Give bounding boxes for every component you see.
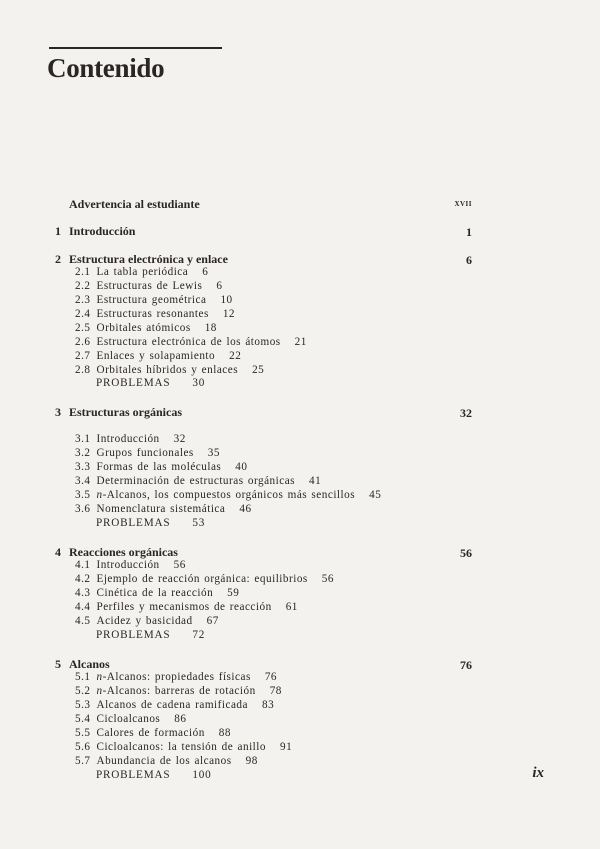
section-number: 4.5 (75, 615, 91, 627)
section-page: 41 (309, 475, 322, 487)
section-page: 88 (218, 727, 231, 739)
section-entry (75, 266, 208, 278)
chapter-title: Estructuras orgánicas (69, 405, 182, 419)
section-page: 86 (174, 713, 187, 725)
section-entry (75, 685, 282, 697)
chapter-title: Alcanos (69, 657, 110, 671)
section-page: 18 (204, 322, 217, 334)
section-title: Abundancia de los alcanos (96, 755, 232, 767)
chapter-page: 1 (466, 225, 472, 239)
chapter-number: 1 (55, 224, 61, 238)
section-number: 3.3 (75, 461, 91, 473)
section-number: 3.5 (75, 489, 91, 501)
section-entry (75, 727, 231, 739)
problems-page: 53 (192, 517, 206, 529)
section-page: 76 (264, 671, 277, 683)
section-page: 6 (216, 280, 223, 292)
problems-label: PROBLEMAS (96, 517, 171, 529)
section-number: 5.7 (75, 755, 91, 767)
preface-title: Advertencia al estudiante (69, 197, 200, 211)
section-number: 2.3 (75, 294, 91, 306)
section-number: 2.4 (75, 308, 91, 320)
section-entry (75, 503, 252, 515)
section-entry (75, 475, 321, 487)
problems-label: PROBLEMAS (96, 377, 171, 389)
section-number: 3.6 (75, 503, 91, 515)
section-title: Formas de las moléculas (96, 461, 222, 473)
chapter-entry (55, 545, 178, 560)
problems-page: 72 (192, 629, 206, 641)
title-rule (49, 47, 222, 49)
section-entry (75, 573, 334, 585)
section-entry (75, 280, 222, 292)
section-entry (75, 671, 277, 683)
section-page: 12 (222, 308, 236, 320)
section-page: 35 (207, 447, 220, 459)
chapter-entry (55, 252, 228, 267)
chapter-page: 56 (460, 546, 472, 560)
section-title: Alcanos de cadena ramificada (96, 699, 248, 711)
section-entry (75, 713, 186, 725)
section-page: 22 (229, 350, 242, 362)
section-entry (75, 364, 264, 376)
section-number: 2.5 (75, 322, 91, 334)
chapter-number: 5 (55, 657, 61, 671)
section-italic-prefix: n (96, 489, 103, 501)
problems-entry (96, 629, 205, 641)
section-title: Calores de formación (96, 727, 205, 739)
chapter-entry (55, 405, 182, 420)
section-page: 21 (294, 336, 307, 348)
section-title: -Alcanos, los compuestos orgánicos más sencillos (102, 489, 356, 501)
section-title: Cinética de la reacción (96, 587, 214, 599)
chapter-number: 4 (55, 545, 61, 559)
chapter-title: Reacciones orgánicas (69, 545, 178, 559)
page-title: Contenido (47, 53, 165, 83)
chapter-page: 32 (460, 406, 472, 420)
section-number: 5.3 (75, 699, 91, 711)
section-title: Estructura electrónica de los átomos (96, 336, 281, 348)
section-entry (75, 350, 241, 362)
section-title: -Alcanos: barreras de rotación (102, 685, 256, 697)
chapter-number: 3 (55, 405, 61, 419)
section-page: 6 (202, 266, 209, 278)
section-entry (75, 308, 235, 320)
section-title: Orbitales híbridos y enlaces (96, 364, 239, 376)
section-number: 3.2 (75, 447, 91, 459)
section-title: Introducción (96, 559, 160, 571)
section-title: Grupos funcionales (96, 447, 194, 459)
section-page: 40 (235, 461, 248, 473)
section-page: 32 (173, 433, 186, 445)
section-page: 10 (220, 294, 233, 306)
section-number: 5.4 (75, 713, 91, 725)
section-entry (75, 489, 381, 501)
section-entry (75, 615, 219, 627)
section-page: 67 (206, 615, 219, 627)
section-page: 98 (245, 755, 258, 767)
section-entry (75, 587, 239, 599)
chapter-number: 2 (55, 252, 61, 266)
problems-entry (96, 517, 205, 529)
section-page: 83 (261, 699, 275, 711)
chapter-title: Introducción (69, 224, 136, 238)
section-title: Determinación de estructuras orgánicas (96, 475, 296, 487)
section-page: 45 (369, 489, 382, 501)
problems-entry (96, 377, 205, 389)
section-title: Estructuras de Lewis (96, 280, 203, 292)
section-title: Introducción (96, 433, 160, 445)
section-entry (75, 322, 217, 334)
section-number: 5.2 (75, 685, 91, 697)
section-number: 4.2 (75, 573, 91, 585)
section-title: La tabla periódica (96, 266, 189, 278)
section-page: 56 (173, 559, 186, 571)
section-number: 3.1 (75, 433, 91, 445)
section-page: 25 (252, 364, 265, 376)
section-entry (75, 447, 220, 459)
section-title: Cicloalcanos (96, 713, 161, 725)
section-page: 61 (285, 601, 298, 613)
chapter-title: Estructura electrónica y enlace (69, 252, 228, 266)
section-title: Nomenclatura sistemática (96, 503, 226, 515)
section-title: Cicloalcanos: la tensión de anillo (96, 741, 266, 753)
page-folio: ix (532, 765, 544, 781)
preface-page: xvii (454, 198, 472, 209)
chapter-page: 76 (460, 658, 472, 672)
section-entry (75, 336, 307, 348)
section-number: 4.3 (75, 587, 91, 599)
section-number: 2.6 (75, 336, 91, 348)
section-italic-prefix: n (96, 685, 103, 697)
chapter-page: 6 (466, 253, 472, 267)
preface-entry (69, 197, 200, 212)
problems-label: PROBLEMAS (96, 629, 171, 641)
section-number: 2.8 (75, 364, 91, 376)
problems-entry (96, 769, 212, 781)
chapter-entry (55, 657, 110, 672)
section-entry (75, 741, 292, 753)
section-number: 4.1 (75, 559, 91, 571)
section-title: Perfiles y mecanismos de reacción (96, 601, 272, 613)
section-number: 3.4 (75, 475, 91, 487)
section-page: 59 (227, 587, 240, 599)
section-number: 2.1 (75, 266, 91, 278)
section-number: 4.4 (75, 601, 91, 613)
section-number: 5.5 (75, 727, 91, 739)
section-entry (75, 433, 186, 445)
section-title: Acidez y basicidad (96, 615, 193, 627)
section-title: Orbitales atómicos (96, 322, 191, 334)
section-page: 91 (280, 741, 293, 753)
section-number: 5.6 (75, 741, 91, 753)
section-title: Ejemplo de reacción orgánica: equilibrios (96, 573, 308, 585)
section-entry (75, 601, 298, 613)
section-title: Enlaces y solapamiento (96, 350, 216, 362)
section-page: 78 (269, 685, 282, 697)
section-title: -Alcanos: propiedades físicas (102, 671, 251, 683)
section-entry (75, 559, 186, 571)
chapter-entry (55, 224, 135, 239)
problems-label: PROBLEMAS (96, 769, 171, 781)
section-title: Estructuras resonantes (96, 308, 209, 320)
section-page: 46 (239, 503, 252, 515)
section-number: 5.1 (75, 671, 91, 683)
problems-page: 30 (192, 377, 206, 389)
section-entry (75, 699, 274, 711)
section-number: 2.7 (75, 350, 91, 362)
problems-page: 100 (192, 769, 212, 781)
section-title: Estructura geométrica (96, 294, 207, 306)
section-number: 2.2 (75, 280, 91, 292)
section-page: 56 (321, 573, 334, 585)
section-entry (75, 755, 258, 767)
section-italic-prefix: n (96, 671, 103, 683)
section-entry (75, 461, 247, 473)
section-entry (75, 294, 233, 306)
